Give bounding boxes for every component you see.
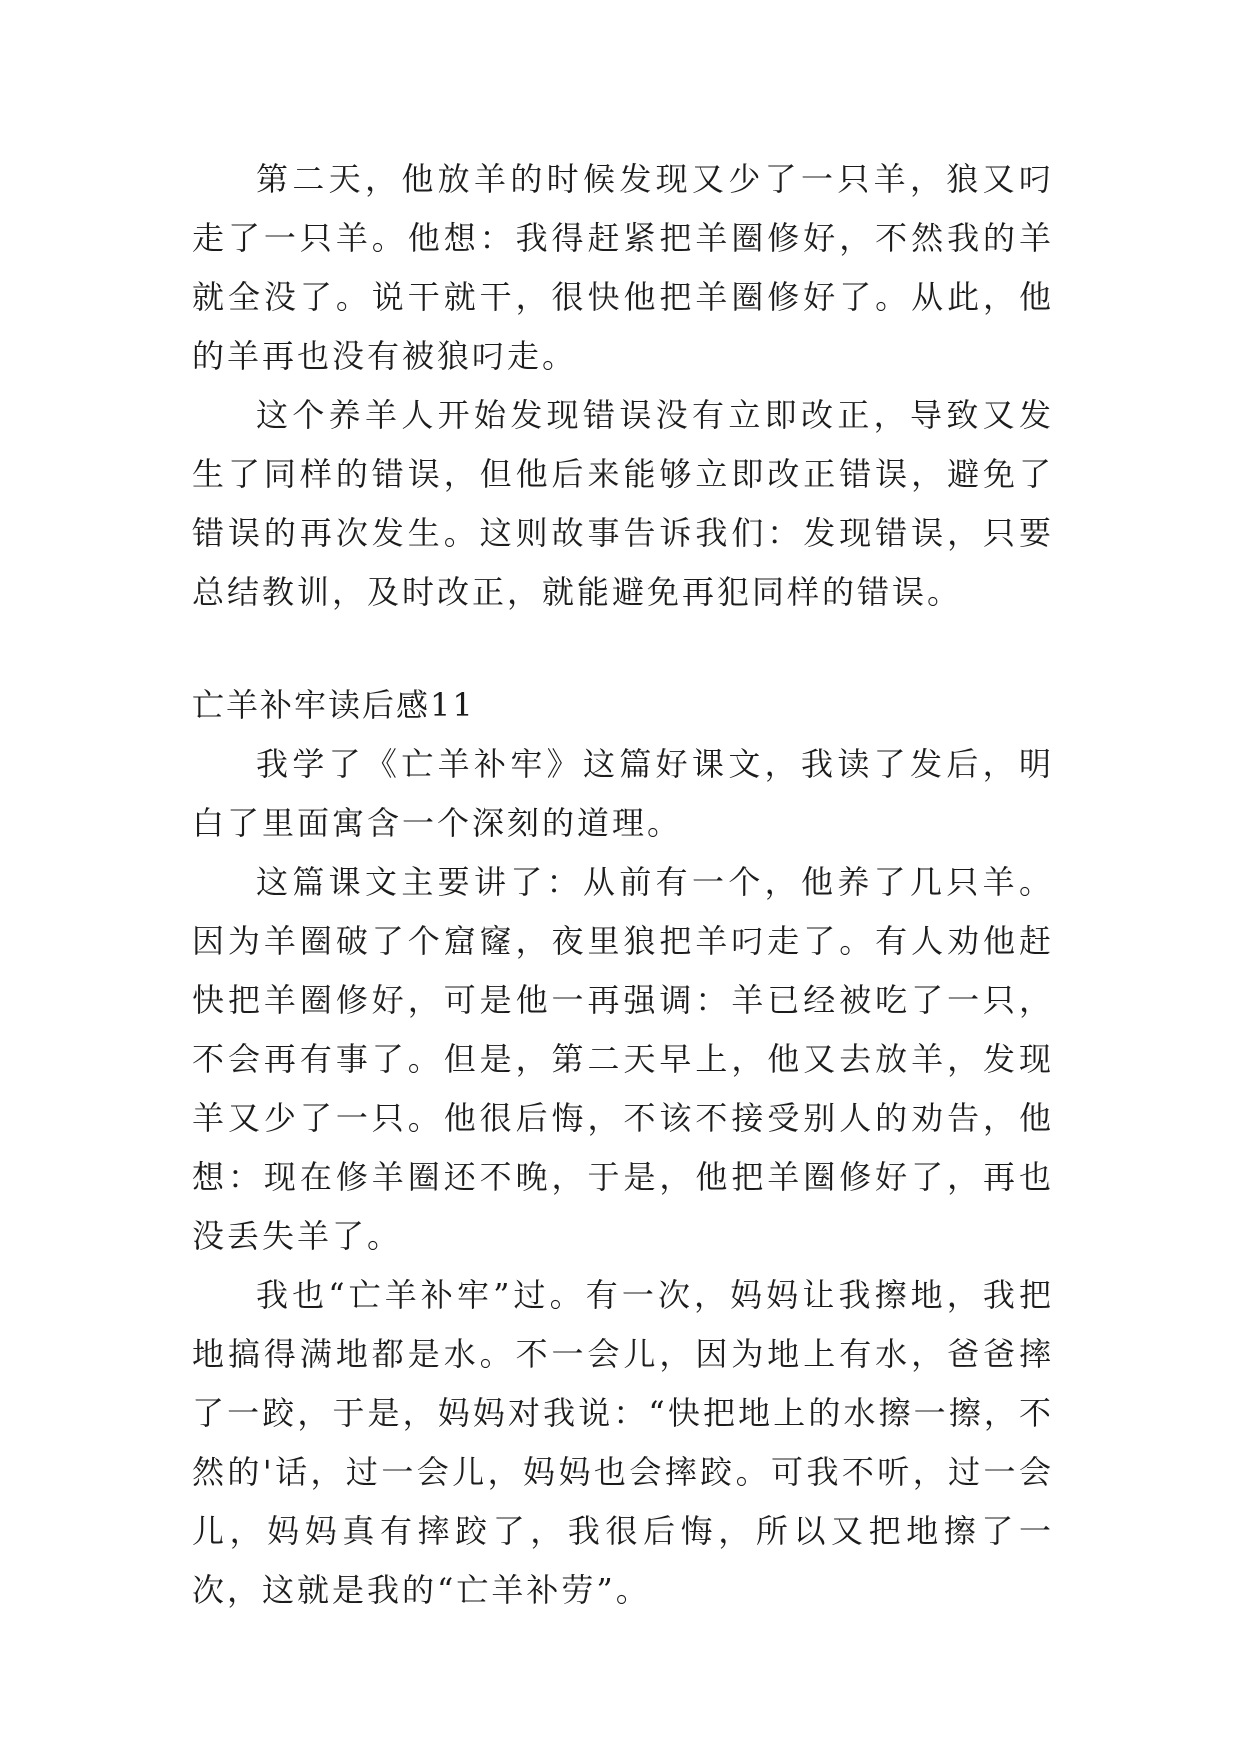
paragraph: 第二天，他放羊的时候发现又少了一只羊，狼又叼走了一只羊。他想：我得赶紧把羊圈修好，不然我的羊就全没了。说干就干，很快他把羊圈修好了。从此，他的羊再也没有被狼叼走。 bbox=[192, 160, 1054, 375]
paragraph: 这篇课文主要讲了：从前有一个，他养了几只羊。因为羊圈破了个窟窿，夜里狼把羊叼走了。有人劝他赶快把羊圈修好，可是他一再强调：羊已经被吃了一只，不会再有事了。但是，第二天早上，他又去放羊，发现羊又少了一只。他很后悔，不该不接受别人的劝告，他想：现在修羊圈还不晚，于是，他把羊圈修好了，再也没丢失羊了。 bbox=[192, 863, 1054, 1255]
paragraph: 我学了《亡羊补牢》这篇好课文，我读了发后，明白了里面寓含一个深刻的道理。 bbox=[192, 745, 1054, 842]
paragraph: 我也“亡羊补牢”过。有一次，妈妈让我擦地，我把地搞得满地都是水。不一会儿，因为地上有水，爸爸摔了一跤，于是，妈妈对我说：“快把地上的水擦一擦，不然的'话，过一会儿，妈妈也会摔跤。可我不听，过一会儿，妈妈真有摔跤了，我很后悔，所以又把地擦了一次，这就是我的“亡羊补劳”。 bbox=[192, 1276, 1054, 1609]
section-spacer bbox=[192, 622, 1054, 676]
document-body bbox=[192, 150, 1054, 1620]
paragraph: 这个养羊人开始发现错误没有立即改正，导致又发生了同样的错误，但他后来能够立即改正错误，避免了错误的再次发生。这则故事告诉我们：发现错误，只要总结教训，及时改正，就能避免再犯同样的错误。 bbox=[192, 396, 1054, 611]
section-title: 亡羊补牢读后感11 bbox=[192, 686, 475, 724]
